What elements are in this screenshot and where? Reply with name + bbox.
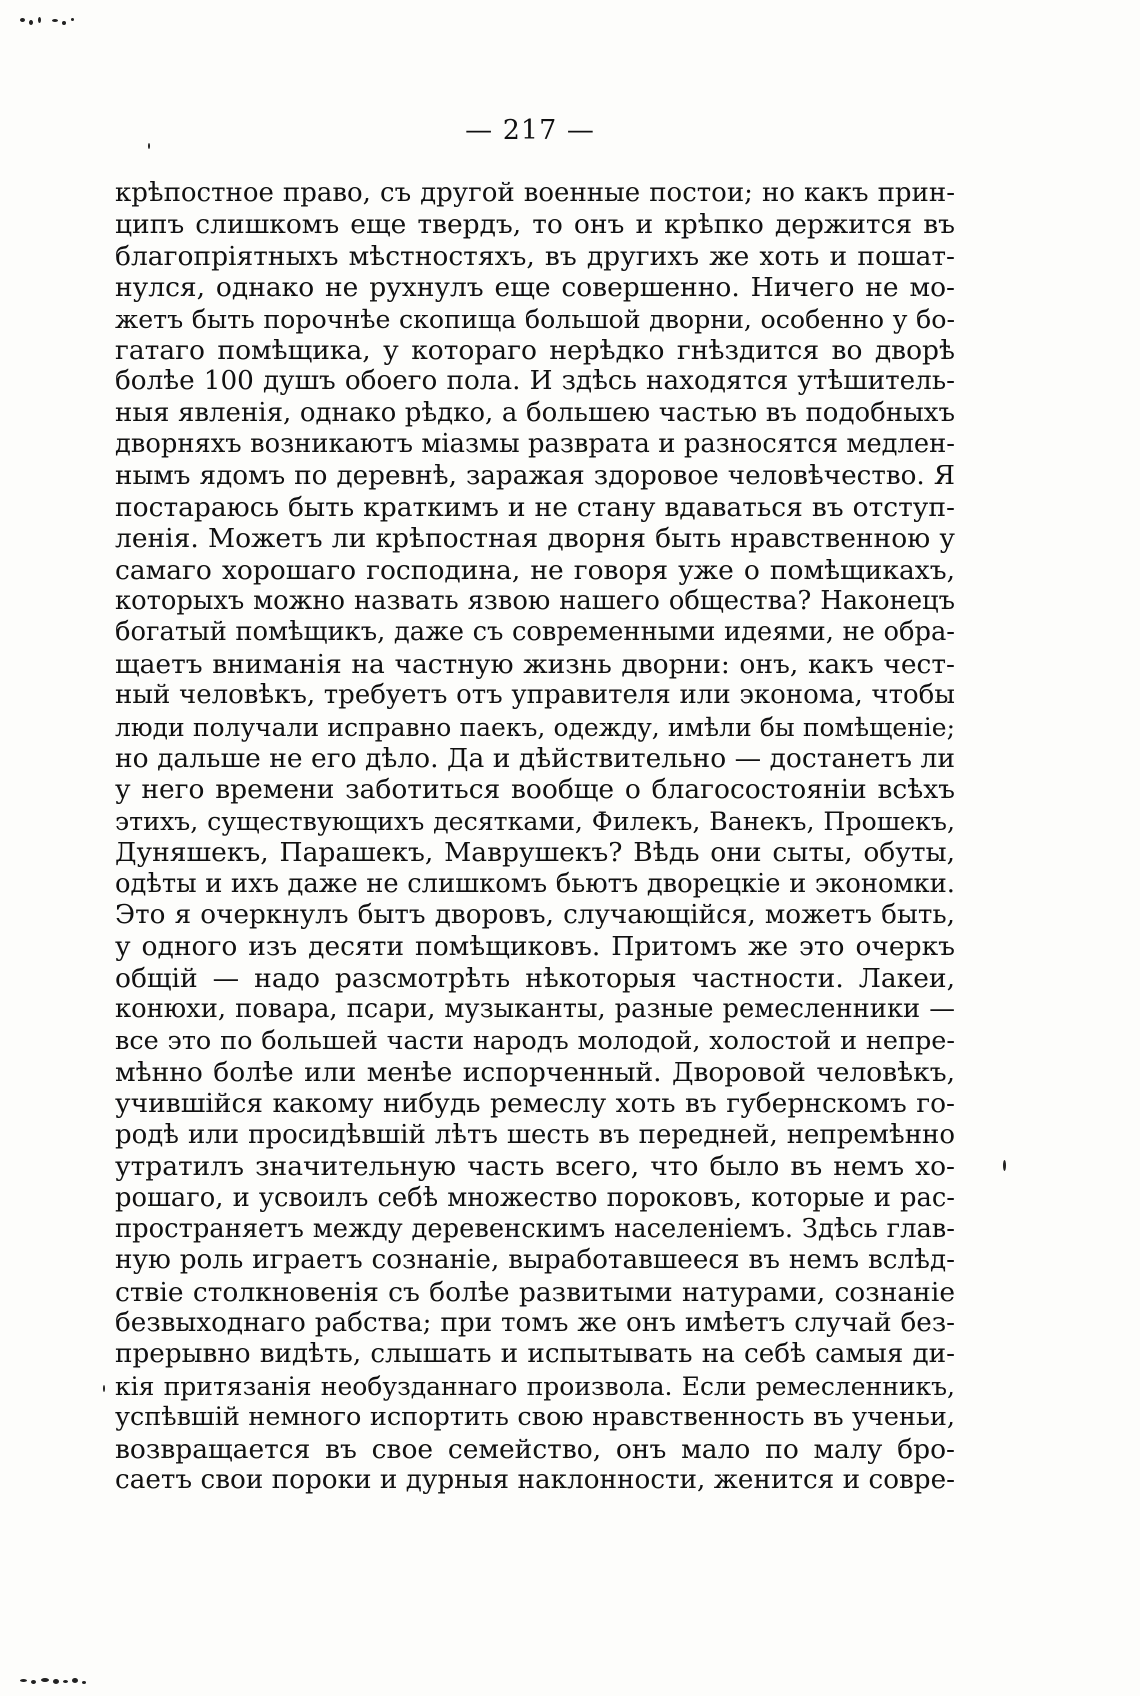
scan-speck: [63, 1680, 68, 1683]
scan-speck: [53, 1679, 59, 1684]
text-line: утратилъ значительную часть всего, что было въ немъ хо-: [115, 1151, 955, 1183]
text-line: родѣ или просидѣвшій лѣтъ шесть въ передней, непремѣнно: [115, 1119, 955, 1150]
scan-speck: [62, 21, 66, 25]
scan-speck: [82, 1681, 86, 1684]
text-line: пространяетъ между деревенскимъ населеніемъ. Здѣсь глав-: [115, 1213, 955, 1244]
scan-speck: [52, 19, 58, 22]
scan-speck: [31, 1680, 36, 1684]
text-line: ствіе столкновенія съ болѣе развитыми натурами, сознаніе: [115, 1276, 955, 1308]
page-number: — 217 —: [465, 115, 595, 146]
text-line: все это по большей части народъ молодой, холостой и непре-: [115, 1025, 955, 1056]
text-line: щаетъ вниманія на частную жизнь дворни: онъ, какъ чест-: [115, 648, 955, 680]
text-line: у него времени заботиться вообще о благосостояніи всѣхъ: [115, 774, 955, 806]
text-line: которыхъ можно назвать язвою нашего общества? Наконецъ: [115, 586, 955, 617]
text-line: Это я очеркнулъ бытъ дворовъ, случающійся, можетъ быть,: [115, 899, 955, 930]
scan-speck: [20, 18, 25, 22]
text-line: успѣвшій немного испортить свою нравственность въ ученьи,: [115, 1402, 955, 1433]
text-line: рошаго, и усвоилъ себѣ множество пороковъ, которые и рас-: [115, 1182, 955, 1213]
text-line: нулся, однако не рухнулъ еще совершенно. Ничего не мо-: [115, 272, 955, 304]
scan-speck: [72, 1678, 78, 1683]
body-text: [115, 178, 955, 1496]
text-line: ную роль играетъ сознаніе, выработавшееся въ немъ вслѣд-: [115, 1245, 955, 1276]
scan-speck: [71, 18, 74, 21]
text-line: ципъ слишкомъ еще твердъ, то онъ и крѣпко держится въ: [115, 209, 955, 241]
text-line: одѣты и ихъ даже не слишкомъ бьютъ дворецкіе и экономки.: [115, 868, 955, 899]
text-line: дворняхъ возникаютъ міазмы разврата и разносятся медлен-: [115, 429, 955, 460]
scan-speck: [41, 1678, 49, 1682]
text-line: безвыходнаго рабства; при томъ же онъ имѣетъ случай без-: [115, 1308, 955, 1339]
text-line: учившійся какому нибудь ремеслу хоть въ губернскомъ го-: [115, 1088, 955, 1120]
text-line: болѣе 100 душъ обоего пола. И здѣсь находятся утѣшитель-: [115, 366, 955, 397]
text-line: но дальше не его дѣло. Да и дѣйствительно — достанетъ ли: [115, 743, 955, 775]
text-line: Дуняшекъ, Парашекъ, Маврушекъ? Вѣдь они сыты, обуты,: [115, 837, 955, 869]
text-line: прерывно видѣть, слышать и испытывать на себѣ самыя ди-: [115, 1339, 955, 1370]
text-line: богатый помѣщикъ, даже съ современными идеями, не обра-: [115, 617, 955, 648]
text-line: ныя явленія, однако рѣдко, а большею частью въ подобныхъ: [115, 397, 955, 428]
scan-speck: [103, 1385, 105, 1392]
text-line: самаго хорошаго господина, не говоря уже о помѣщикахъ,: [115, 554, 955, 586]
text-line: общій — надо разсмотрѣть нѣкоторыя частности. Лакеи,: [115, 962, 955, 994]
scan-speck: [38, 17, 41, 23]
text-line: конюхи, повара, псари, музыканты, разные ремесленники —: [115, 994, 955, 1025]
text-line: мѣнно болѣе или менѣе испорченный. Дворовой человѣкъ,: [115, 1056, 955, 1088]
text-line: крѣпостное право, съ другой военные постои; но какъ прин-: [115, 178, 955, 208]
text-line: гатаго помѣщика, у котораго нерѣдко гнѣздится во дворѣ: [115, 334, 955, 366]
text-line: кія притязанія необузданнаго произвола. Если ремесленникъ,: [115, 1371, 955, 1401]
scan-speck: [20, 1679, 27, 1682]
text-line: жетъ быть порочнѣе скопища большой дворни, особенно у бо-: [115, 304, 955, 334]
scan-speck: [1003, 1160, 1006, 1171]
text-line: постараюсь быть краткимъ и не стану вдаваться въ отступ-: [115, 491, 955, 523]
text-line: ленія. Можетъ ли крѣпостная дворня быть нравственною у: [115, 523, 955, 555]
text-line: люди получали исправно паекъ, одежду, имѣли бы помѣщеніе;: [115, 712, 955, 742]
text-line: этихъ, существующихъ десятками, Филекъ, Ванекъ, Прошекъ,: [115, 806, 955, 836]
text-line: благопріятныхъ мѣстностяхъ, въ другихъ же хоть и пошат-: [115, 240, 955, 272]
scan-speck: [29, 20, 33, 25]
text-line: ный человѣкъ, требуетъ отъ управителя или эконома, чтобы: [115, 680, 955, 711]
text-line: саетъ свои пороки и дурныя наклонности, женится и совре-: [115, 1465, 955, 1496]
text-line: у одного изъ десяти помѣщиковъ. Притомъ же это очеркъ: [115, 931, 955, 963]
text-line: нымъ ядомъ по деревнѣ, заражая здоровое человѣчество. Я: [115, 460, 955, 491]
text-line: возвращается въ свое семейство, онъ мало по малу бро-: [115, 1433, 955, 1465]
